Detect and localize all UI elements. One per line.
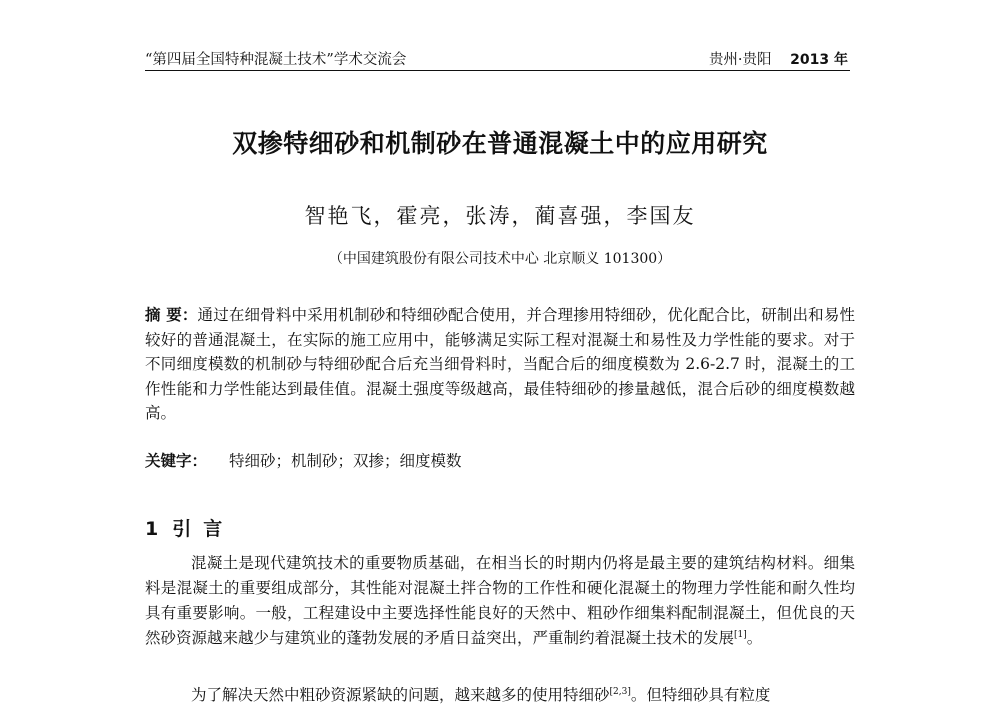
affiliation: （中国建筑股份有限公司技术中心 北京顺义 101300） (328, 251, 672, 267)
conference-location: 贵州·贵阳 (708, 52, 772, 68)
abstract (145, 303, 855, 426)
paragraph-1 (145, 551, 855, 651)
header-place-year (709, 48, 848, 69)
author-list: 智艳飞，霍亮，张涛，蔺喜强，李国友 (304, 204, 696, 228)
conference-name: “第四届全国特种混凝土技术”学术交流会 (145, 52, 407, 68)
keywords (145, 449, 855, 471)
citation-2: [2,3] (609, 686, 631, 697)
paragraph-1-end: 。 (746, 629, 763, 647)
paragraph-2-text: 为了解决天然中粗砂资源紧缺的问题，越来越多的使用特细砂 (191, 686, 610, 704)
paragraph-2 (145, 683, 855, 708)
running-header (145, 42, 850, 71)
citation-1: [1] (734, 629, 747, 640)
keywords-text: 特细砂；机制砂；双掺；细度模数 (229, 452, 462, 470)
paragraph-2-end: 。但特细砂具有粒度 (630, 686, 771, 704)
section-heading (145, 514, 234, 541)
paragraph-1-text: 混凝土是现代建筑技术的重要物质基础，在相当长的时期内仍将是最主要的建筑结构材料。细集料是混凝土的重要组成部分，其性能对混凝土拌合物的工作性和硬化混凝土的物理力学性能和耐久性均具有重要影响。一般，工程建设中主要选择性能良好的天然中、粗砂作细集料配制混凝土，但优良的天然砂资源越来越少与建筑业的蓬勃发展的矛盾日益突出，严重制约着混凝土技术的发展 (145, 554, 855, 647)
paper-title: 双掺特细砂和机制砂在普通混凝土中的应用研究 (232, 129, 768, 158)
abstract-label: 摘 要： (145, 306, 198, 324)
abstract-text: 通过在细骨料中采用机制砂和特细砂配合使用，并合理掺用特细砂，优化配合比，研制出和易性较好的普通混凝土，在实际的施工应用中，能够满足实际工程对混凝土和易性及力学性能的要求。对于不同细度模数的机制砂与特细砂配合后充当细骨料时，当配合后的细度模数为 2.6-2.7 时，混凝土的工作性能和力学性能达到最佳值。混凝土强度等级越高，最佳特细砂的掺量越低，混合后砂的细度模数越高。 (145, 306, 855, 422)
conference-year: 2013 年 (790, 52, 848, 68)
section-number: 1 (145, 518, 159, 540)
keywords-label: 关键字： (145, 452, 208, 470)
section-title: 引言 (172, 518, 235, 540)
